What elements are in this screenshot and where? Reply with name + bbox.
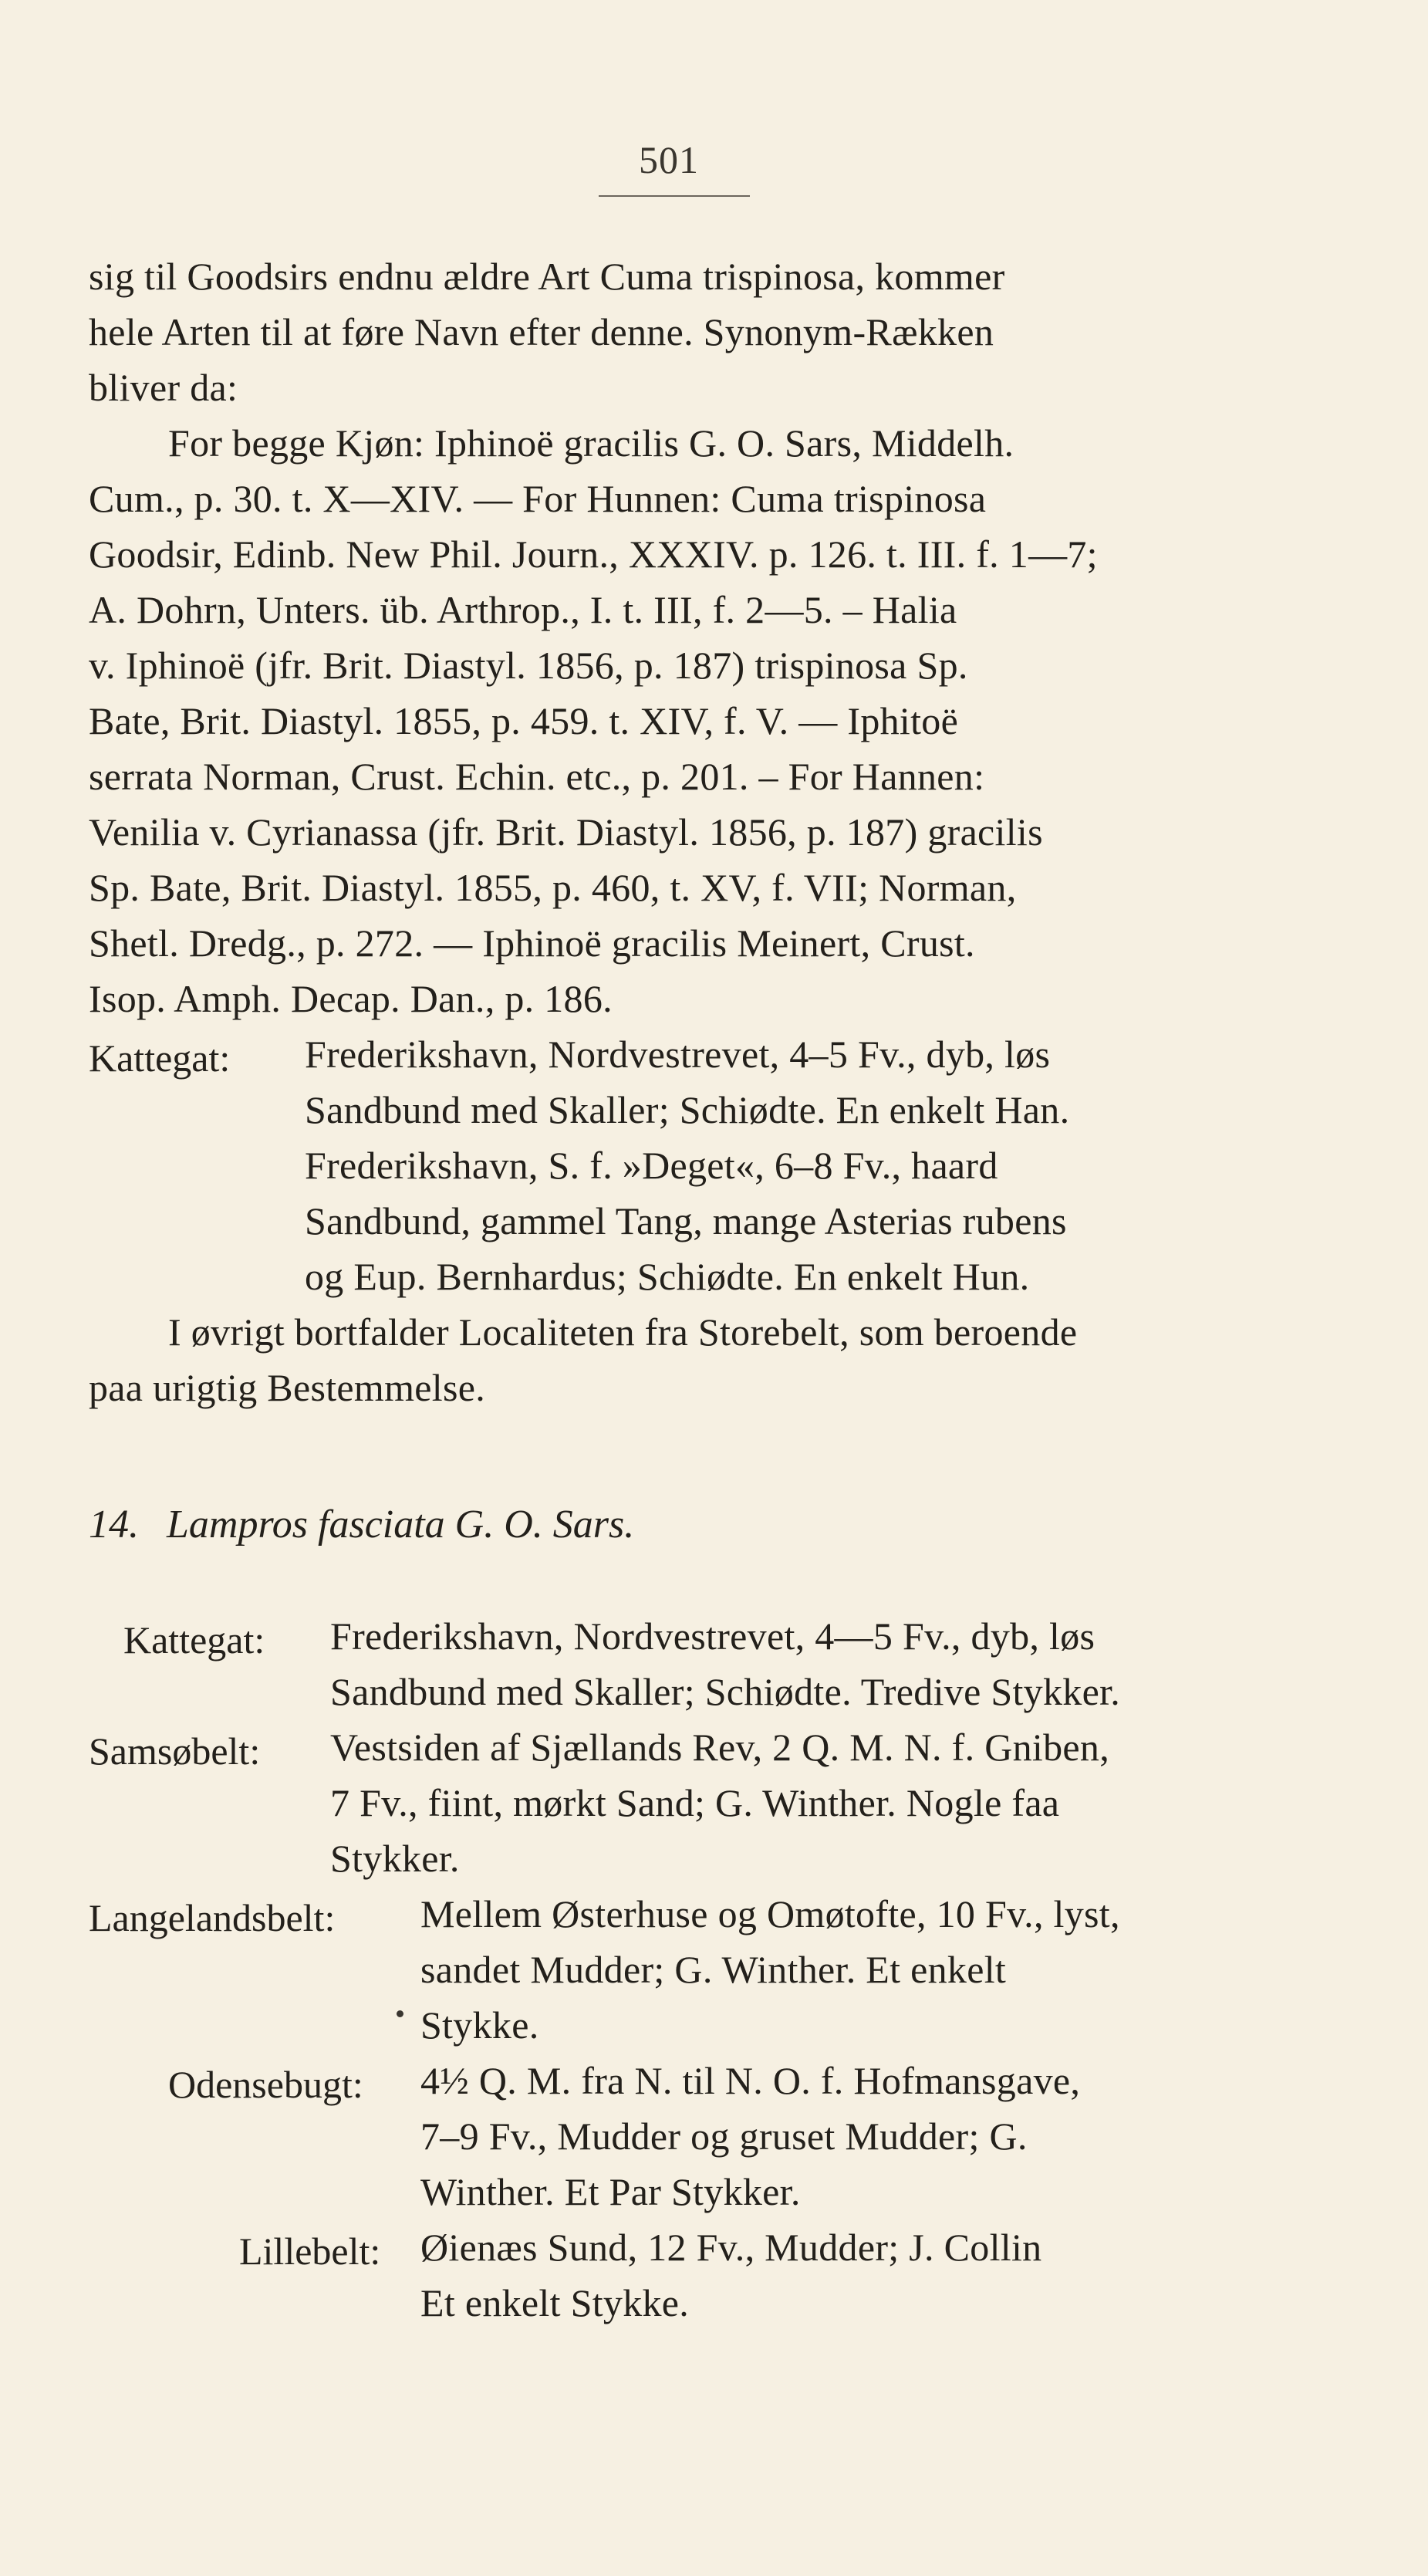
locality-line: Mellem Østerhuse og Omøtofte, 10 Fv., lyst,	[420, 1892, 1120, 1935]
page-number-rule	[599, 195, 750, 197]
locality-label-langelandsbelt: Langelandsbelt:	[89, 1896, 336, 1939]
synonym-line: Isop. Amph. Decap. Dan., p. 186.	[89, 977, 613, 1020]
locality-line: Frederikshavn, S. f. »Deget«, 6–8 Fv., haard	[305, 1144, 998, 1187]
locality-line: 7–9 Fv., Mudder og gruset Mudder; G.	[420, 2115, 1028, 2158]
locality-line: Frederikshavn, Nordvestrevet, 4—5 Fv., dyb, løs	[330, 1614, 1095, 1658]
synonym-line: v. Iphinoë (jfr. Brit. Diastyl. 1856, p. 187) trispinosa Sp.	[89, 644, 968, 687]
section-heading	[89, 1502, 634, 1547]
locality-line: sandet Mudder; G. Winther. Et enkelt	[420, 1948, 1007, 1991]
locality-label-kattegat: Kattegat:	[89, 1036, 231, 1080]
paragraph-line: sig til Goodsirs endnu ældre Art Cuma trispinosa, kommer	[89, 255, 1005, 298]
locality-label-kattegat: Kattegat:	[123, 1618, 265, 1662]
locality-line: Winther. Et Par Stykker.	[420, 2170, 801, 2213]
margin-mark	[397, 2010, 403, 2017]
synonym-line: Shetl. Dredg., p. 272. — Iphinoë gracilis Meinert, Crust.	[89, 921, 975, 965]
locality-line: 7 Fv., fiint, mørkt Sand; G. Winther. Nogle faa	[330, 1781, 1060, 1824]
synonym-line: For begge Kjøn: Iphinoë gracilis G. O. Sars, Middelh.	[168, 421, 1014, 465]
section-number: 14.	[89, 1503, 139, 1547]
synonym-line: A. Dohrn, Unters. üb. Arthrop., I. t. III, f. 2—5. – Halia	[89, 588, 957, 631]
locality-line: 4½ Q. M. fra N. til N. O. f. Hofmansgave,	[420, 2059, 1081, 2102]
synonym-line: serrata Norman, Crust. Echin. etc., p. 201. – For Hannen:	[89, 755, 985, 798]
closing-line: paa urigtig Bestemmelse.	[89, 1366, 486, 1409]
synonym-line: Cum., p. 30. t. X—XIV. — For Hunnen: Cuma trispinosa	[89, 477, 987, 520]
locality-label-lillebelt: Lillebelt:	[239, 2229, 381, 2273]
locality-line: Sandbund med Skaller; Schiødte. En enkelt Han.	[305, 1088, 1070, 1131]
paragraph-line: bliver da:	[89, 366, 238, 409]
paragraph-line: hele Arten til at føre Navn efter denne. Synonym-Rækken	[89, 310, 994, 353]
locality-line: Frederikshavn, Nordvestrevet, 4–5 Fv., dyb, løs	[305, 1033, 1051, 1076]
synonym-line: Sp. Bate, Brit. Diastyl. 1855, p. 460, t. XV, f. VII; Norman,	[89, 866, 1017, 909]
locality-line: Sandbund med Skaller; Schiødte. Tredive Stykker.	[330, 1670, 1121, 1713]
locality-line: Stykker.	[330, 1837, 460, 1880]
closing-line: I øvrigt bortfalder Localiteten fra Storebelt, som beroende	[168, 1310, 1078, 1354]
locality-line: og Eup. Bernhardus; Schiødte. En enkelt Hun.	[305, 1255, 1030, 1298]
locality-label-odensebugt: Odensebugt:	[168, 2063, 363, 2106]
locality-line: Øienæs Sund, 12 Fv., Mudder; J. Collin	[420, 2226, 1042, 2269]
section-title: Lampros fasciata G. O. Sars.	[167, 1503, 635, 1547]
synonym-line: Goodsir, Edinb. New Phil. Journ., XXXIV. p. 126. t. III. f. 1—7;	[89, 532, 1098, 576]
locality-line: Et enkelt Stykke.	[420, 2281, 690, 2324]
synonym-line: Venilia v. Cyrianassa (jfr. Brit. Diastyl. 1856, p. 187) gracilis	[89, 810, 1043, 854]
locality-line: Vestsiden af Sjællands Rev, 2 Q. M. N. f. Gniben,	[330, 1726, 1109, 1769]
locality-line: Sandbund, gammel Tang, mange Asterias rubens	[305, 1199, 1067, 1242]
synonym-line: Bate, Brit. Diastyl. 1855, p. 459. t. XIV, f. V. — Iphitoë	[89, 699, 959, 742]
page-number: 501	[639, 138, 699, 181]
locality-label-samsobelt: Samsøbelt:	[89, 1729, 261, 1773]
locality-line: Stykke.	[420, 2003, 539, 2047]
